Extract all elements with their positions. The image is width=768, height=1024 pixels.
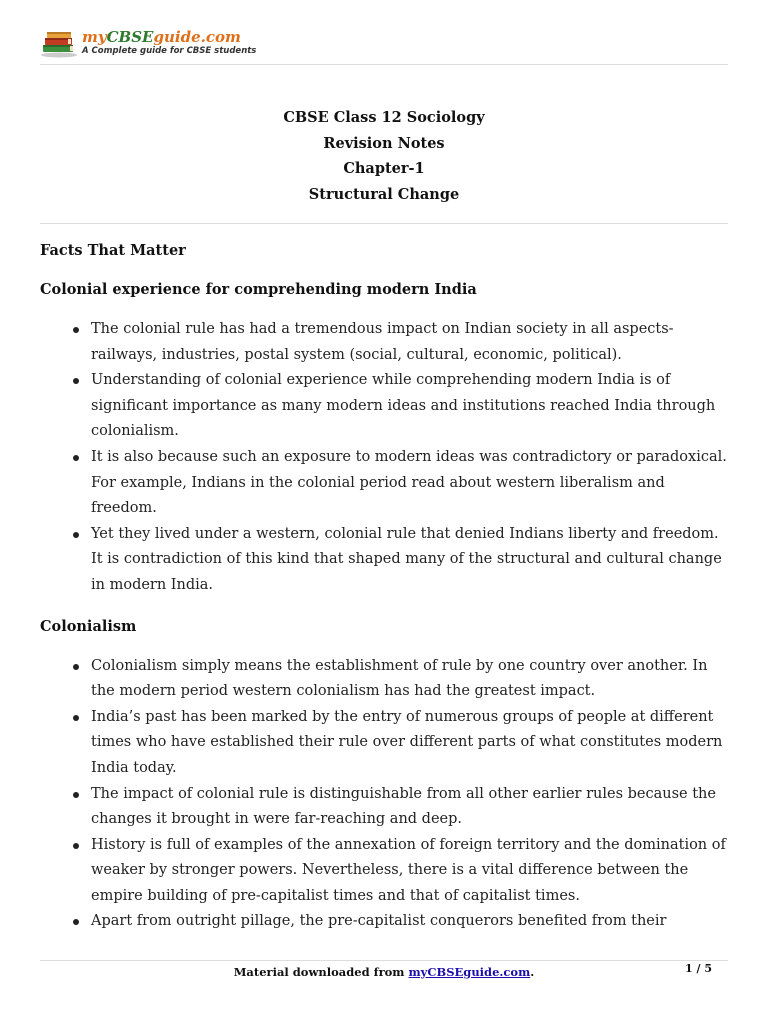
document-title [40,105,728,224]
list-item [40,368,730,445]
list-item-text: Apart from outright pillage, the pre-capitalist conquerors benefited from their [91,913,667,930]
list-item-text: India’s past has been marked by the entry of numerous groups of people at different times who have established their rule over different parts of what constitutes modern India today. [91,708,723,776]
colonialism-heading: Colonialism [40,617,137,635]
title-chapter-name: Structural Change [308,185,460,203]
logo-name [82,30,256,45]
logo-name-brand: CBSE [106,28,154,47]
bullet-dot-icon [73,792,79,798]
books-logo-icon [40,28,78,58]
footer-credit [40,965,728,979]
site-logo[interactable] [40,26,256,60]
list-item [40,782,730,833]
bullet-dot-icon [73,843,79,849]
list-item [40,445,730,522]
footer-site-link[interactable]: myCBSEguide.com [408,965,531,979]
bullet-dot-icon [73,532,79,538]
list-item [40,705,730,782]
page-number: 1 / 5 [685,962,712,975]
bullet-dot-icon [73,715,79,721]
footer-suffix: . [530,965,535,979]
footer-prefix: Material downloaded from [233,965,409,979]
title-chapter: Chapter-1 [343,160,425,177]
facts-heading: Facts That Matter [40,242,186,259]
list-item-text: Yet they lived under a western, colonial rule that denied Indians liberty and freedom. It is contradiction of this kind that shaped many of the structural and cultural change in modern India. [91,525,722,593]
bullet-dot-icon [73,327,79,333]
logo-name-suffix: guide.com [153,28,241,47]
bullet-dot-icon [73,919,79,925]
list-item-text: It is also because such an exposure to modern ideas was contradictory or paradoxical. For example, Indians in the colonial period read about western liberalism and freedom. [91,448,727,517]
list-item-text: The colonial rule has had a tremendous impact on Indian society in all aspects- railways, industries, postal system (social, cultural, economic, political). [91,321,674,363]
logo-tagline: A Complete guide for CBSE students [82,46,257,57]
bullet-dot-icon [73,455,79,461]
list-item-text: Understanding of colonial experience while comprehending modern India is of significant importance as many modern ideas and institutions reached India through colonialism. [91,372,716,440]
list-item-text: Colonialism simply means the establishment of rule by one country over another. In the modern period western colonialism has had the greatest impact. [91,657,708,700]
colonial-experience-heading: Colonial experience for comprehending modern India [40,281,477,298]
list-item [40,833,730,910]
colonialism-list [40,654,730,936]
list-item [40,522,730,599]
list-item [40,654,730,705]
page-header [40,22,728,65]
list-item-text: The impact of colonial rule is distinguishable from all other earlier rules because the changes it brought in were far-reaching and deep. [91,785,716,828]
document-body [40,238,730,950]
title-notes: Revision Notes [323,134,445,152]
bullet-dot-icon [73,664,79,670]
list-item-text: History is full of examples of the annexation of foreign territory and the domination of weaker by stronger powers. Nevertheless, there is a vital difference between the empire building of pre-capitalist times and that of capitalist times. [91,836,726,904]
title-class: CBSE Class 12 Sociology [283,109,485,126]
list-item [40,317,730,368]
list-item [40,909,730,935]
bullet-dot-icon [73,378,79,384]
colonial-experience-list [40,317,730,599]
page-footer [40,960,728,991]
logo-name-prefix: my [82,28,107,47]
